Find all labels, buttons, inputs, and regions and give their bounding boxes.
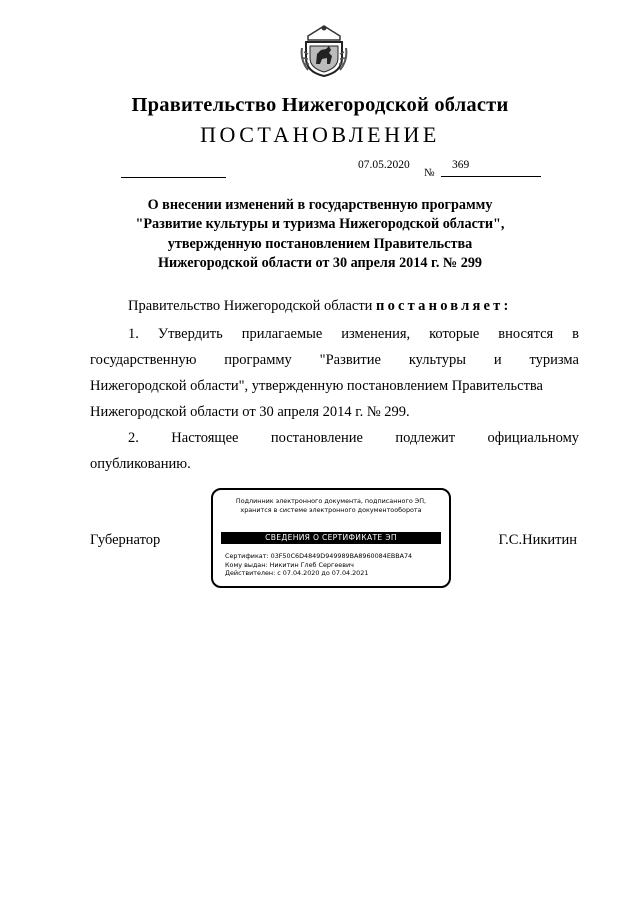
word: 2. <box>128 430 139 446</box>
intro-spaced-verb: постановляет: <box>376 298 512 314</box>
signer-name: Г.С.Никитин <box>498 532 577 548</box>
certificate-info <box>225 552 412 578</box>
word: программу <box>224 352 292 368</box>
word: Настоящее <box>171 430 239 446</box>
certificate-validity: Действителен: с 07.04.2020 до 07.04.2021 <box>225 569 369 578</box>
subject-line: утвержденную постановлением Правительства <box>167 235 473 252</box>
signer-position: Губернатор <box>90 532 161 548</box>
subject-line: Нижегородской области от 30 апреля 2014 г. № 299 <box>157 255 483 272</box>
subject-line: "Развитие культуры и туризма Нижегородской области", <box>135 216 505 233</box>
coat-of-arms-icon <box>300 22 348 78</box>
paragraph-line: Нижегородской области от 30 апреля 2014 г. № 299. <box>90 404 410 420</box>
word: постановление <box>270 430 363 446</box>
word: культуры <box>408 352 466 368</box>
blank-line <box>121 177 226 178</box>
document-subject <box>0 196 640 274</box>
word: Утвердить <box>157 326 223 342</box>
electronic-signature-stamp <box>211 488 451 588</box>
word: в <box>572 326 579 342</box>
stamp-header-bar: СВЕДЕНИЯ О СЕРТИФИКАТЕ ЭП <box>221 532 441 544</box>
document-date: 07.05.2020 <box>358 159 410 171</box>
justified-line <box>128 425 579 451</box>
word: изменения, <box>341 326 411 342</box>
paragraph-line: Нижегородской области", утвержденную постановлением Правительства <box>90 378 543 394</box>
document-number: 369 <box>452 159 470 171</box>
resolution-intro <box>128 298 512 315</box>
government-title: Правительство Нижегородской области <box>131 94 509 116</box>
stamp-note-line: хранится в системе электронного документооборота <box>240 506 422 514</box>
word: 1. <box>128 326 139 342</box>
subject-line: О внесении изменений в государственную программу <box>147 197 493 213</box>
stamp-note <box>213 497 449 515</box>
stamp-note-line: Подлинник электронного документа, подписанного ЭП, <box>235 497 427 505</box>
certificate-id: Сертификат: 03F50C6D4849D949989BA8960084EBBA74 <box>225 552 413 560</box>
paragraph-2 <box>90 425 579 477</box>
paragraph-1 <box>90 321 579 425</box>
certificate-owner: Кому выдан: Никитин Глеб Сергеевич <box>225 560 354 569</box>
number-underline <box>441 176 541 177</box>
word: государственную <box>90 352 197 368</box>
word: вносятся <box>498 326 554 342</box>
word: подлежит <box>395 430 456 446</box>
number-sign: № <box>424 167 435 179</box>
word: официальному <box>487 430 579 446</box>
word: прилагаемые <box>241 326 323 342</box>
intro-text: Правительство Нижегородской области <box>128 298 377 314</box>
justified-line <box>90 347 579 373</box>
document-type: ПОСТАНОВЛЕНИЕ <box>200 122 440 147</box>
word: и <box>493 352 502 368</box>
word: которые <box>429 326 480 342</box>
paragraph-line: опубликованию. <box>90 456 191 472</box>
justified-line <box>128 321 579 347</box>
word: "Развитие <box>319 352 381 368</box>
word: туризма <box>529 352 579 368</box>
